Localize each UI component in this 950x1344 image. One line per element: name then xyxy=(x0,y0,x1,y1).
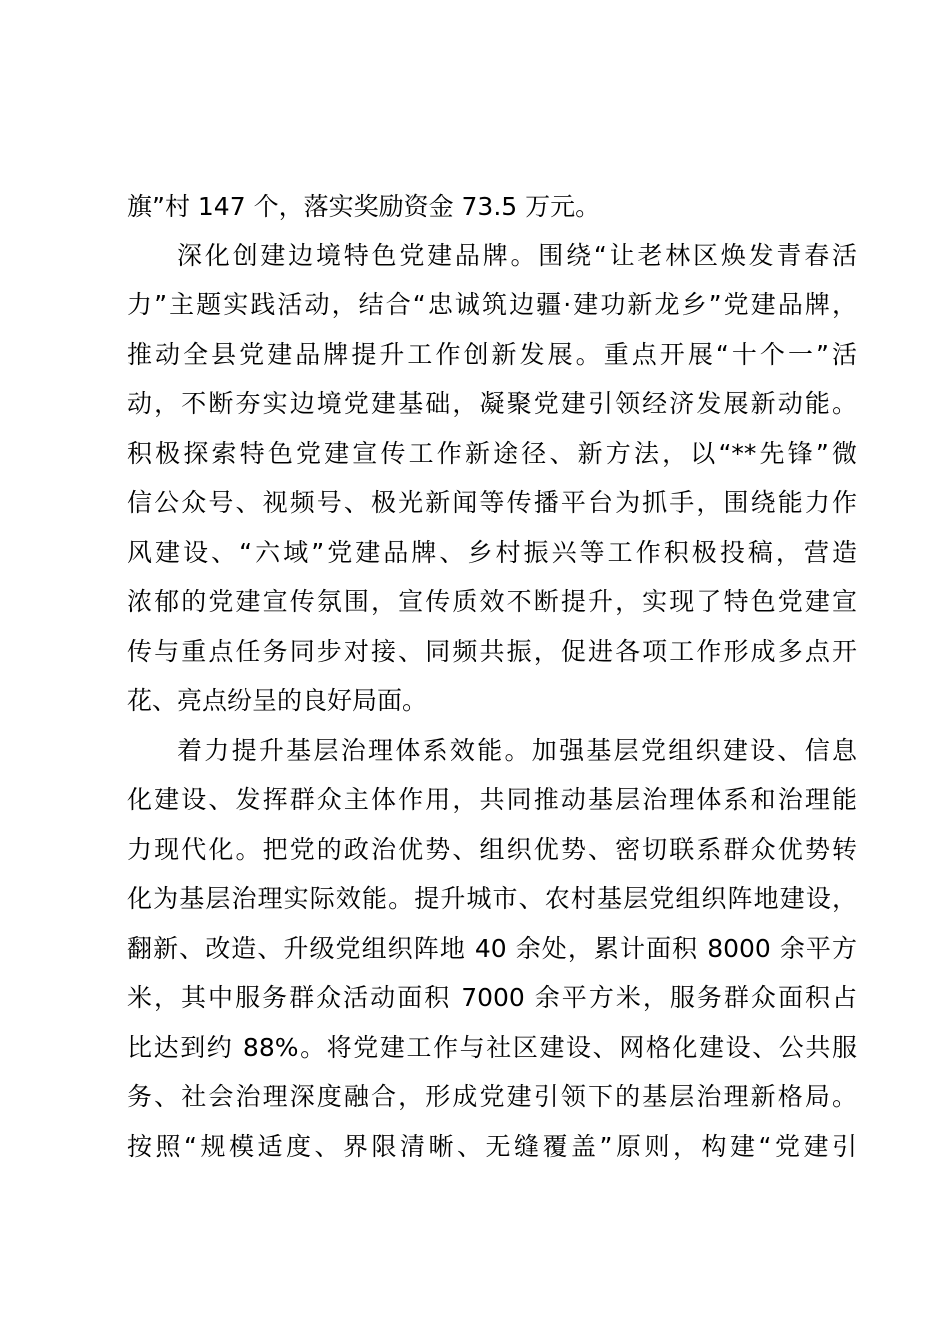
text-line: 按照“规模适度、界限清晰、无缝覆盖”原则，构建“党建引 xyxy=(127,1132,857,1161)
text-line: 积极探索特色党建宣传工作新途径、新方法，以“**先锋”微 xyxy=(127,439,857,468)
text-line: 务、社会治理深度融合，形成党建引领下的基层治理新格局。 xyxy=(127,1082,857,1111)
text-line: 力”主题实践活动，结合“忠诚筑边疆·建功新龙乡”党建品牌， xyxy=(127,290,857,319)
text-line: 力现代化。把党的政治优势、组织优势、密切联系群众优势转 xyxy=(127,835,857,864)
text-line: 花、亮点纷呈的良好局面。 xyxy=(127,686,428,715)
text-line: 化为基层治理实际效能。提升城市、农村基层党组织阵地建设， xyxy=(127,884,857,913)
text-line: 化建设、发挥群众主体作用，共同推动基层治理体系和治理能 xyxy=(127,785,857,814)
text-line: 比达到约 88%。将党建工作与社区建设、网格化建设、公共服 xyxy=(127,1033,857,1062)
text-line: 动，不断夯实边境党建基础，凝聚党建引领经济发展新动能。 xyxy=(127,389,857,418)
paragraph-start-line: 深化创建边境特色党建品牌。围绕“让老林区焕发青春活 xyxy=(177,241,857,270)
text-line: 信公众号、视频号、极光新闻等传播平台为抓手，围绕能力作 xyxy=(127,488,857,517)
paragraph-start-line: 着力提升基层治理体系效能。加强基层党组织建设、信息 xyxy=(177,736,857,765)
text-line: 米，其中服务群众活动面积 7000 余平方米，服务群众面积占 xyxy=(127,983,857,1012)
text-line: 旗”村 147 个，落实奖励资金 73.5 万元。 xyxy=(127,192,601,221)
text-line: 风建设、“六域”党建品牌、乡村振兴等工作积极投稿，营造 xyxy=(127,538,857,567)
text-line: 推动全县党建品牌提升工作创新发展。重点开展“十个一”活 xyxy=(127,340,857,369)
text-line: 浓郁的党建宣传氛围，宣传质效不断提升，实现了特色党建宣 xyxy=(127,587,857,616)
text-line: 翻新、改造、升级党组织阵地 40 余处，累计面积 8000 余平方 xyxy=(127,934,857,963)
text-line: 传与重点任务同步对接、同频共振，促进各项工作形成多点开 xyxy=(127,637,857,666)
